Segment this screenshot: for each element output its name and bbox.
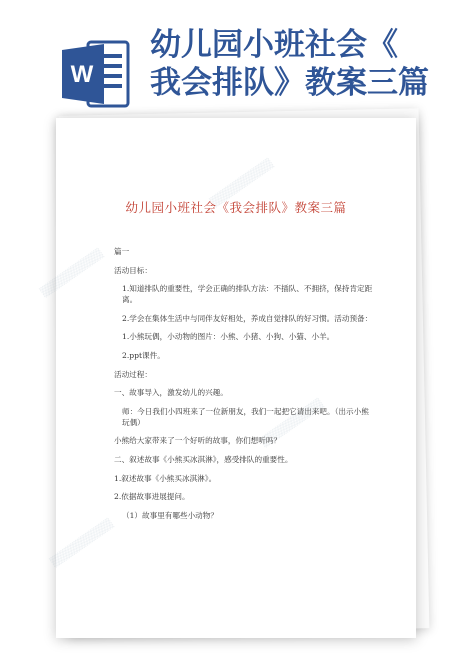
watermark: ▒▒▒▒▒▒▒▒▒▒▒▒ [259,398,325,449]
watermark: ▒▒▒▒▒▒▒▒▒▒▒▒ [39,248,105,299]
paragraph-teacher-line: 师：今日我们小四班来了一位新朋友，我们一起把它请出来吧。（出示小熊玩偶） [122,406,369,427]
banner-title [150,26,470,102]
document-body [114,246,376,528]
paragraph-step-2: 二、叙述故事《小熊买冰淇淋》，感受排队的重要性。 [114,454,293,464]
banner-title-line-2: 我会排队》教案三篇 [150,65,429,101]
paragraph-substep-2: 2.依据故事进展提问。 [114,492,190,502]
document-page [39,118,416,638]
paragraph-material-2: 2.ppt课件。 [122,350,165,360]
paragraph-section-heading: 篇一 [114,247,130,256]
paragraph-objectives-heading: 活动目标： [114,265,152,275]
document-title: 幼儿园小班社会《我会排队》教案三篇 [125,200,347,215]
watermark: ▒▒▒▒▒▒▒▒▒▒▒▒ [49,518,115,569]
paragraph-story-question: 小熊给大家带来了一个好听的故事，你们想听吗？ [114,436,282,446]
word-document-icon [60,38,130,110]
paragraph-material-1: 1.小熊玩偶，小动物的图片：小熊、小猪、小狗、小猫、小羊。 [122,332,335,342]
paragraph-objective-1: 1.知道排队的重要性，学会正确的排队方法：不插队、不拥挤，保持肯定距离。 [122,284,373,305]
banner-title-line-1: 幼儿园小班社会《 [150,27,398,63]
paragraph-question-1: （1）故事里有哪些小动物？ [122,510,218,520]
paragraph-process-heading: 活动过程： [114,369,152,379]
word-logo-letter: W [70,61,94,88]
paragraph-objective-2: 2.学会在集体生活中与同伴友好相处，养成自觉排队的好习惯。活动预备： [122,313,373,323]
paragraph-step-1: 一、故事导入，激发幼儿的兴趣。 [114,388,228,398]
paragraph-substep-1: 1.叙述故事《小熊买冰淇淋》。 [114,473,217,483]
watermark: ▒▒▒▒▒▒▒▒▒▒▒▒ [209,158,275,209]
